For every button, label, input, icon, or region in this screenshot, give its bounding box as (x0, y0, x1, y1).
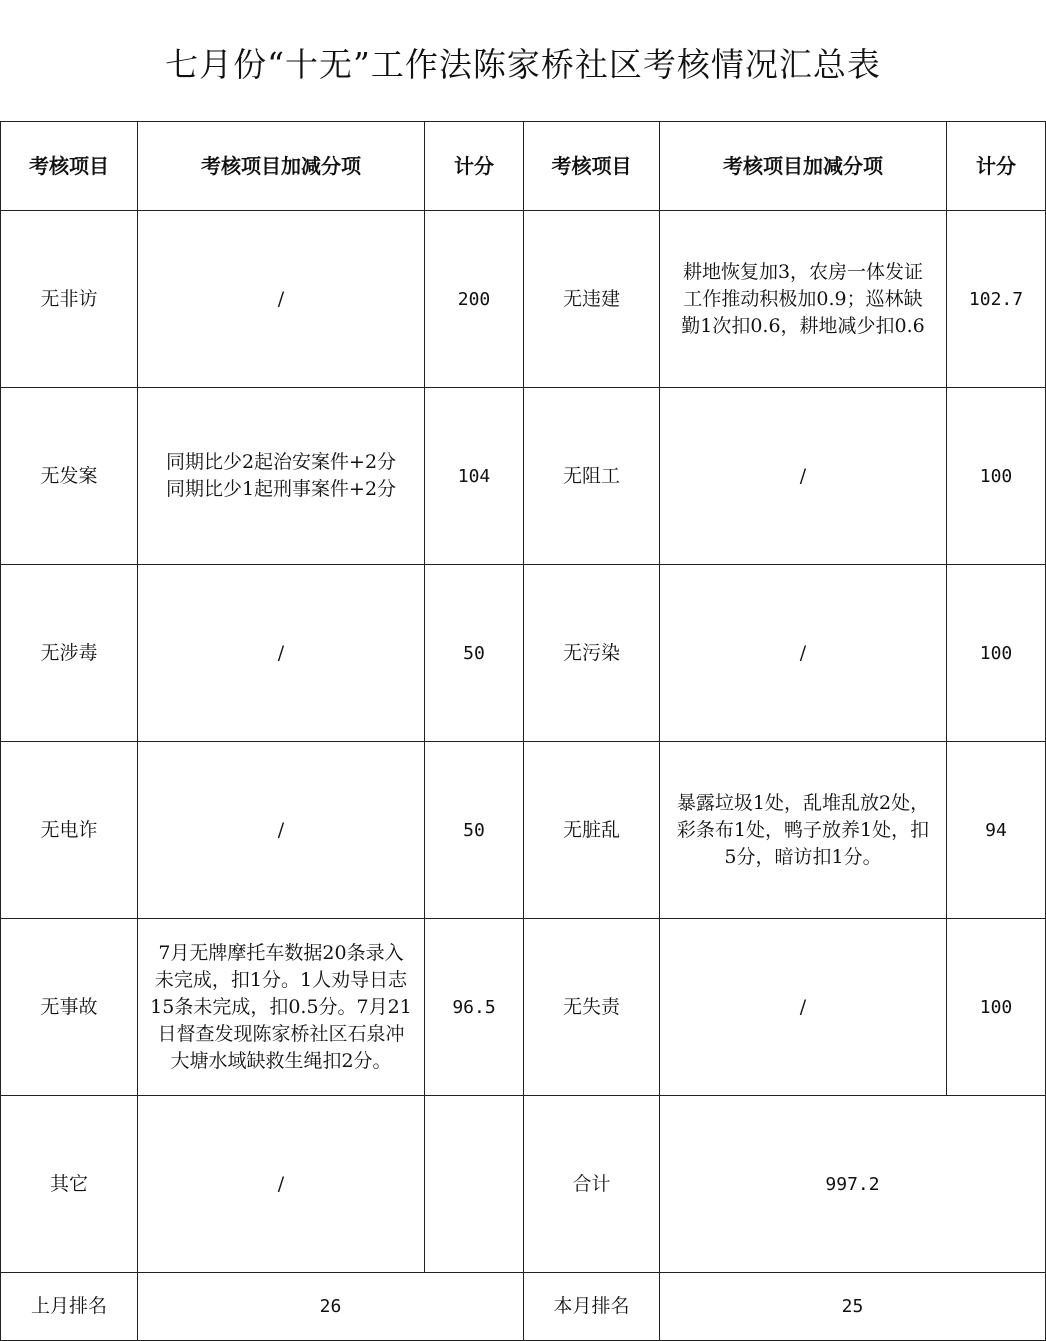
other-item-cell: 其它 (1, 1096, 138, 1273)
right-adjust-cell (660, 211, 947, 388)
cell-text-block (278, 640, 284, 667)
left-item-cell: 无事故 (1, 919, 138, 1096)
right-adjust-cell (660, 919, 947, 1096)
cell-text-line: 暴露垃圾1处，乱堆乱放2处， (676, 791, 930, 814)
this-rank-value: 25 (660, 1273, 1046, 1341)
left-adjust-cell (138, 211, 425, 388)
last-rank-label: 上月排名 (1, 1273, 138, 1341)
left-score-cell: 104 (425, 388, 524, 565)
header-score: 计分 (425, 122, 524, 211)
right-score-cell: 100 (947, 919, 1046, 1096)
right-score-cell: 100 (947, 565, 1046, 742)
left-score-cell: 50 (425, 742, 524, 919)
cell-text-block (166, 449, 396, 503)
cell-text-block (278, 286, 284, 313)
this-rank-label: 本月排名 (524, 1273, 660, 1341)
left-item-cell: 无涉毒 (1, 565, 138, 742)
cell-text-line: 未完成，扣1分。1人劝导日志 (154, 968, 408, 991)
table-row (1, 211, 1046, 388)
ranking-row (1, 1273, 1046, 1341)
header-item: 考核项目 (1, 122, 138, 211)
total-value-cell: 997.2 (660, 1096, 1046, 1273)
cell-text-block (681, 259, 925, 340)
right-adjust-cell (660, 565, 947, 742)
page-title: 七月份“十无”工作法陈家桥社区考核情况汇总表 (165, 45, 881, 84)
cell-text-line: 同期比少2起治安案件+2分 (165, 451, 397, 473)
left-score-cell: 96.5 (425, 919, 524, 1096)
right-adjust-cell (660, 388, 947, 565)
left-adjust-cell (138, 388, 425, 565)
cell-text-block (150, 940, 412, 1075)
table-row (1, 388, 1046, 565)
cell-text-line: 勤1次扣0.6，耕地减少扣0.6 (681, 314, 925, 337)
header-row (1, 122, 1046, 211)
right-item-cell: 无阻工 (524, 388, 660, 565)
left-score-cell: 200 (425, 211, 524, 388)
header-adjust: 考核项目加减分项 (138, 122, 425, 211)
cell-text-line: 同期比少1起刑事案件+2分 (165, 478, 397, 500)
assessment-table (0, 121, 1046, 1341)
cell-text-line: / (277, 287, 285, 310)
cell-text-block (278, 817, 284, 844)
left-adjust-cell (138, 565, 425, 742)
other-score-cell (425, 1096, 524, 1273)
table-row (1, 919, 1046, 1096)
cell-text-line: 耕地恢复加3，农房一体发证 (682, 260, 924, 283)
other-total-row (1, 1096, 1046, 1273)
header-score-2: 计分 (947, 122, 1046, 211)
header-adjust-2: 考核项目加减分项 (660, 122, 947, 211)
cell-text-line: / (799, 464, 807, 487)
cell-text-line: 彩条布1处，鸭子放养1处，扣 (676, 818, 930, 841)
left-adjust-cell (138, 919, 425, 1096)
left-score-cell: 50 (425, 565, 524, 742)
total-label-cell: 合计 (524, 1096, 660, 1273)
cell-text-line: 日督查发现陈家桥社区石泉冲 (157, 1022, 405, 1045)
cell-text-line: 7月无牌摩托车数据20条录入 (158, 941, 404, 964)
left-item-cell: 无非访 (1, 211, 138, 388)
cell-text-line: 大塘水域缺救生绳扣2分。 (170, 1049, 392, 1072)
cell-text-line: / (799, 641, 807, 664)
cell-text-block (800, 994, 806, 1021)
right-score-cell: 100 (947, 388, 1046, 565)
cell-text-block (800, 640, 806, 667)
table-row (1, 742, 1046, 919)
cell-text-line: / (277, 641, 285, 664)
other-adjust-cell: / (138, 1096, 425, 1273)
cell-text-line: 15条未完成，扣0.5分。7月21 (150, 995, 412, 1018)
cell-text-line: / (277, 818, 285, 841)
last-rank-value: 26 (138, 1273, 524, 1341)
right-adjust-cell (660, 742, 947, 919)
cell-text-line: 5分，暗访扣1分。 (724, 845, 882, 868)
cell-text-line: / (799, 995, 807, 1018)
title-bar (0, 0, 1046, 121)
left-item-cell: 无发案 (1, 388, 138, 565)
cell-text-block (677, 790, 929, 871)
right-item-cell: 无脏乱 (524, 742, 660, 919)
left-item-cell: 无电诈 (1, 742, 138, 919)
right-item-cell: 无违建 (524, 211, 660, 388)
right-item-cell: 无污染 (524, 565, 660, 742)
right-score-cell: 102.7 (947, 211, 1046, 388)
table-row (1, 565, 1046, 742)
cell-text-block (800, 463, 806, 490)
right-score-cell: 94 (947, 742, 1046, 919)
header-item-2: 考核项目 (524, 122, 660, 211)
cell-text-line: 工作推动积极加0.9；巡林缺 (683, 287, 923, 310)
left-adjust-cell (138, 742, 425, 919)
right-item-cell: 无失责 (524, 919, 660, 1096)
